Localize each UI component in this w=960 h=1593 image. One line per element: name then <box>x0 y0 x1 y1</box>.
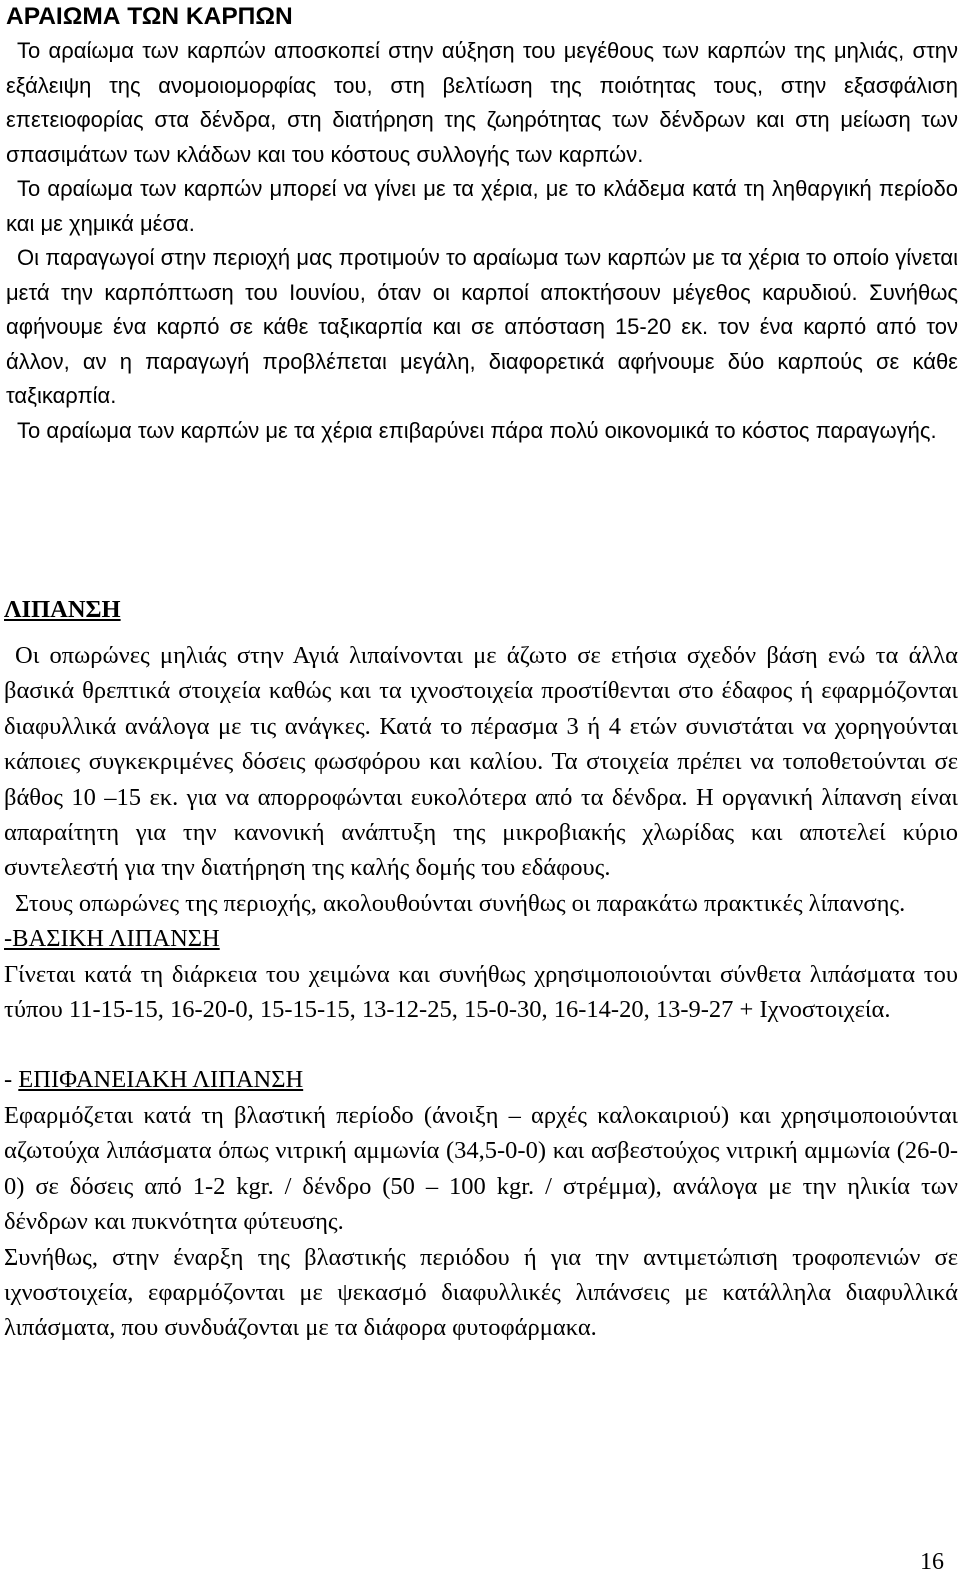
subheading-surface-fertilization <box>4 1062 958 1097</box>
paragraph-practices: Στους οπωρώνες της περιοχής, ακολουθούνται συνήθως οι παρακάτω πρακτικές λίπανσης. <box>15 889 906 917</box>
paragraph: Το αραίωμα των καρπών με τα χέρια επιβαρύνει πάρα πολύ οικονομικά το κόστος παραγωγής. <box>17 417 937 443</box>
paragraph-surface-fertilization: Εφαρμόζεται κατά τη βλαστική περίοδο (άνοιξη – αρχές καλοκαιριού) και χρησιμοποιούνται αζωτούχα λιπάσματα όπως νιτρική αμμωνία (34,5-0-0) και ασβεστούχος νιτρική αμμωνία (26-0-0) σε δόσεις από 1-2 kgr. / δένδρο (50 – 100 kgr. / στρέμμα), ανάλογα με την ηλικία των δένδρων και πυκνότητα φύτευσης. <box>4 1101 958 1236</box>
section-title-fruit-thinning: ΑΡΑΙΩΜΑ ΤΩΝ ΚΑΡΠΩΝ <box>6 3 293 30</box>
subheading-dash: - <box>4 1066 19 1094</box>
paragraph-basic-fertilization: Γίνεται κατά τη διάρκεια του χειμώνα και συνήθως χρησιμοποιούνται σύνθετα λιπάσματα του τύπου 11-15-15, 16-20-0, 15-15-15, 13-12-25, 15-0-30, 16-14-20, 13-9-27 + Ιχνοστοιχεία. <box>4 960 958 1024</box>
page-number: 16 <box>920 1549 944 1575</box>
subheading-basic-fertilization: -ΒΑΣΙΚΗ ΛΙΠΑΝΣΗ <box>4 925 220 953</box>
paragraph: Το αραίωμα των καρπών μπορεί να γίνει με τα χέρια, με το κλάδεμα κατά τη ληθαργική περίοδο και με χημικά μέσα. <box>6 176 958 236</box>
spacer <box>4 1027 958 1062</box>
fruit-thinning-section <box>6 0 958 448</box>
subheading-surface-label: ΕΠΙΦΑΝΕΙΑΚΗ ΛΙΠΑΝΣΗ <box>18 1066 304 1094</box>
fertilization-section <box>4 592 958 1346</box>
paragraph: Οι παραγωγοί στην περιοχή μας προτιμούν το αραίωμα των καρπών με τα χέρια το οποίο γίνεται μετά την καρπόπτωση του Ιουνίου, όταν οι καρποί αποκτήσουν μέγεθος καρυδιού. Συνήθως αφήνουμε ένα καρπό σε κάθε ταξικαρπία και σε απόσταση 15-20 εκ. τον ένα καρπό από τον άλλον, αν η παραγωγή προβλέπεται μεγάλη, διαφορετικά αφήνουμε δύο καρπούς σε κάθε ταξικαρπία. <box>6 245 958 408</box>
section-title-fertilization: ΛΙΠΑΝΣΗ <box>4 596 121 623</box>
paragraph-intro: Οι οπωρώνες μηλιάς στην Αγιά λιπαίνονται με άζωτο σε ετήσια σχεδόν βάση ενώ τα άλλα βασικά θρεπτικά στοιχεία καθώς και τα ιχνοστοιχεία προστίθενται στο έδαφος ή εφαρμόζονται διαφυλλικά ανάλογα με τις ανάγκες. Κατά το πέρασμα 3 ή 4 ετών συνιστάται να χορηγούνται κάποιες συγκεκριμένες δόσεις φωσφόρου και καλίου. Τα στοιχεία πρέπει να τοποθετούνται σε βάθος 10 –15 εκ. για να απορροφώνται ευκολότερα από τα δένδρα. Η οργανική λίπανση είναι απαραίτητη για την κανονική ανάπτυξη της μικροβιακής χλωρίδας και αποτελεί κύριο συντελεστή για την διατήρηση της καλής δομής του εδάφους. <box>4 642 958 882</box>
paragraph: Το αραίωμα των καρπών αποσκοπεί στην αύξηση του μεγέθους των καρπών της μηλιάς, στην εξάλειψη της ανομοιομορφίας του, στη βελτίωση της ποιότητας τους, στην εξασφάλιση επετειοφορίας στα δένδρα, στη διατήρηση της ζωηρότητας των δένδρων και στη μείωση των σπασιμάτων των κλάδων και του κόστους συλλογής των καρπών. <box>6 38 958 167</box>
paragraph-foliar-fertilization: Συνήθως, στην έναρξη της βλαστικής περιόδου ή για την αντιμετώπιση τροφοπενιών σε ιχνοστοιχεία, εφαρμόζονται με ψεκασμό διαφυλλικές λιπάνσεις με κατάλληλα διαφυλλικά λιπάσματα, που συνδυάζονται με τα διάφορα φυτοφάρμακα. <box>4 1243 958 1342</box>
